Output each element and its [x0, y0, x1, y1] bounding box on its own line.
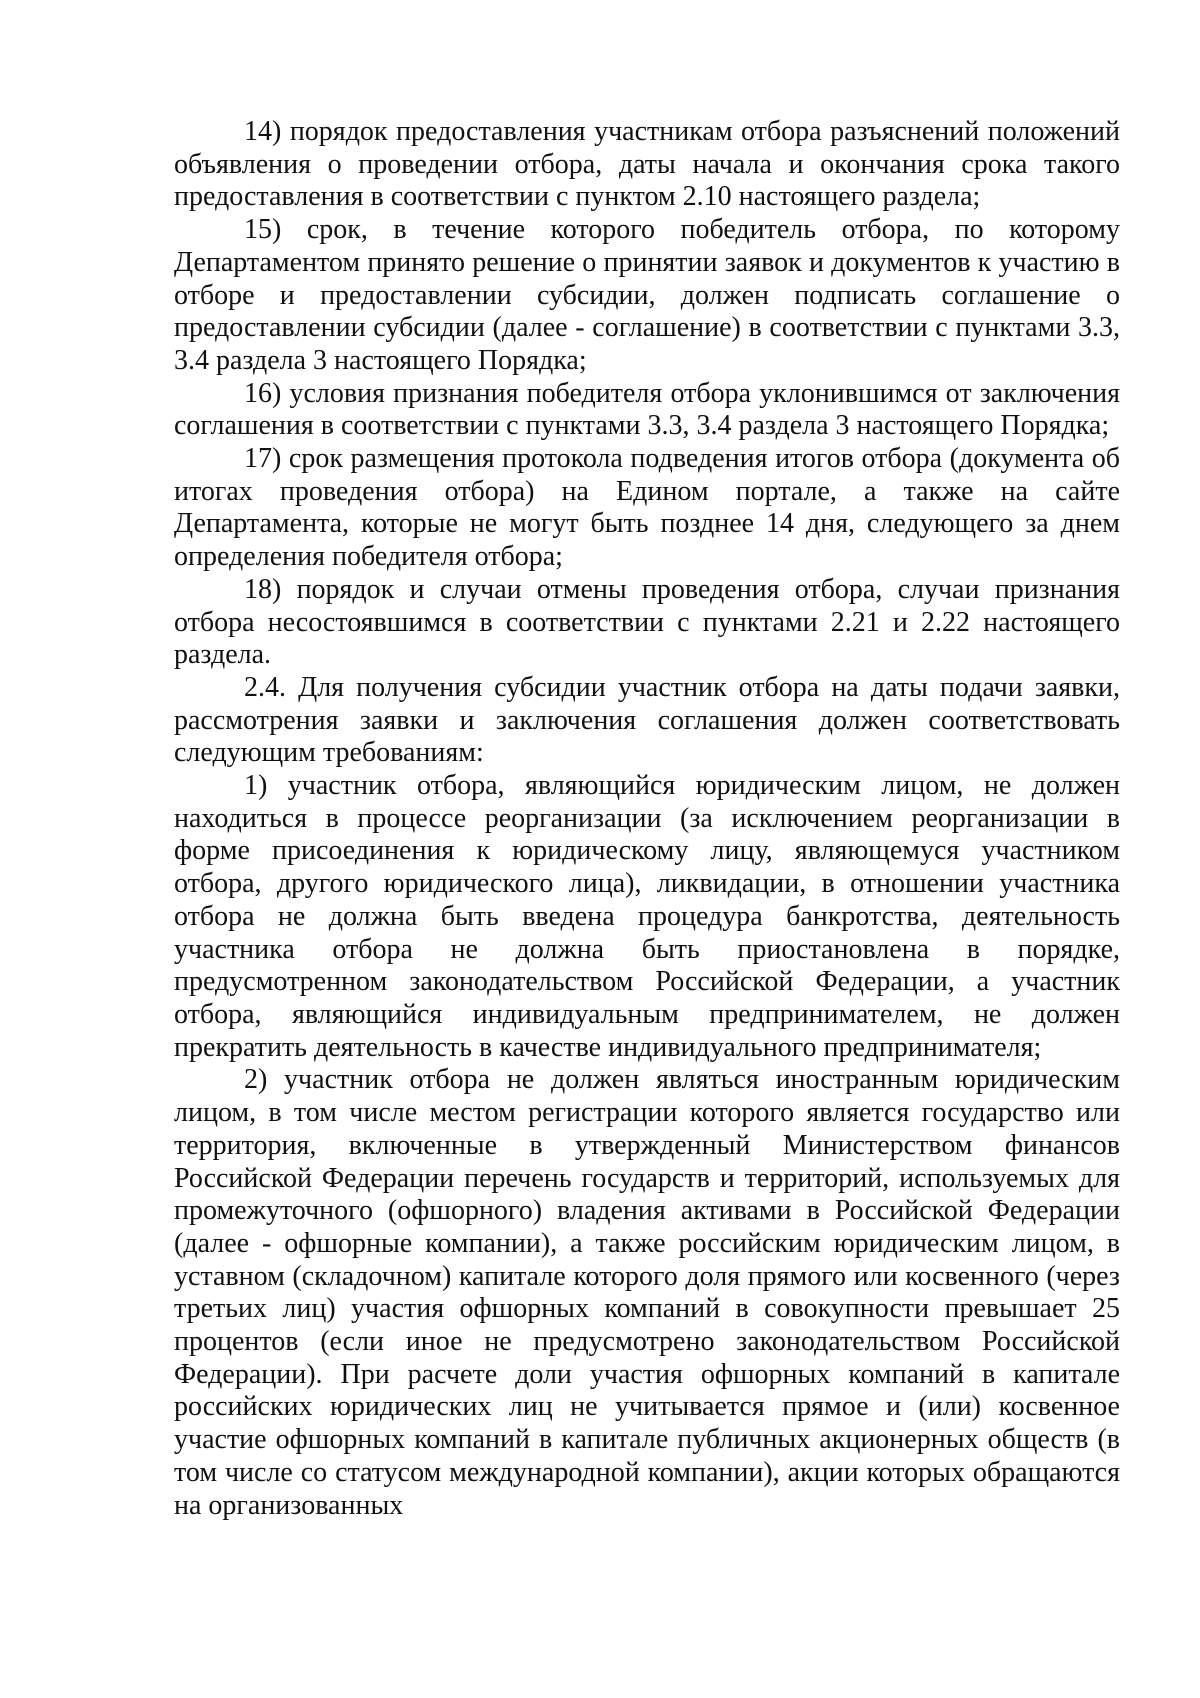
- paragraph-requirement-1: 1) участник отбора, являющийся юридическим лицом, не должен находиться в процессе реорганизации (за исключением реорганизации в форме присоединения к юридическому лицу, являющемуся участником отбора, другого юридического лица), ликвидации, в отношении участника отбора не должна быть введена процедура банкротства, деятельность участника отбора не должна быть приостановлена в порядке, предусмотренном законодательством Российской Федерации, а участник отбора, являющийся индивидуальным предпринимателем, не должен прекратить деятельность в качестве индивидуального предпринимателя;: [174, 770, 1120, 1063]
- paragraph-item-16: 16) условия признания победителя отбора уклонившимся от заключения соглашения в соответствии с пунктами 3.3, 3.4 раздела 3 настоящего Порядка;: [174, 377, 1120, 442]
- paragraph-item-17: 17) срок размещения протокола подведения итогов отбора (документа об итогах проведения отбора) на Едином портале, а также на сайте Департамента, которые не могут быть позднее 14 дня, следующего за днем определения победителя отбора;: [174, 443, 1120, 573]
- paragraph-clause-2-4: 2.4. Для получения субсидии участник отбора на даты подачи заявки, рассмотрения заявки и заключения соглашения должен соответствовать следующим требованиям:: [174, 671, 1120, 769]
- paragraph-item-15: 15) срок, в течение которого победитель отбора, по которому Департаментом принято решение о принятии заявок и документов к участию в отборе и предоставлении субсидии, должен подписать соглашение о предоставлении субсидии (далее - соглашение) в соответствии с пунктами 3.3, 3.4 раздела 3 настоящего Порядка;: [174, 214, 1120, 376]
- document-body: [174, 116, 1120, 1522]
- paragraph-item-14: 14) порядок предоставления участникам отбора разъяснений положений объявления о проведении отбора, даты начала и окончания срока такого предоставления в соответствии с пунктом 2.10 настоящего раздела;: [174, 116, 1120, 213]
- paragraph-requirement-2: 2) участник отбора не должен являться иностранным юридическим лицом, в том числе местом регистрации которого является государство или территория, включенные в утвержденный Министерством финансов Российской Федерации перечень государств и территорий, используемых для промежуточного (офшорного) владения активами в Российской Федерации (далее - офшорные компании), а также российским юридическим лицом, в уставном (складочном) капитале которого доля прямого или косвенного (через третьих лиц) участия офшорных компаний в совокупности превышает 25 процентов (если иное не предусмотрено законодательством Российской Федерации). При расчете доли участия офшорных компаний в капитале российских юридических лиц не учитывается прямое и (или) косвенное участие офшорных компаний в капитале публичных акционерных обществ (в том числе со статусом международной компании), акции которых обращаются на организованных: [174, 1064, 1120, 1521]
- paragraph-item-18: 18) порядок и случаи отмены проведения отбора, случаи признания отбора несостоявшимся в соответствии с пунктами 2.21 и 2.22 настоящего раздела.: [174, 573, 1120, 671]
